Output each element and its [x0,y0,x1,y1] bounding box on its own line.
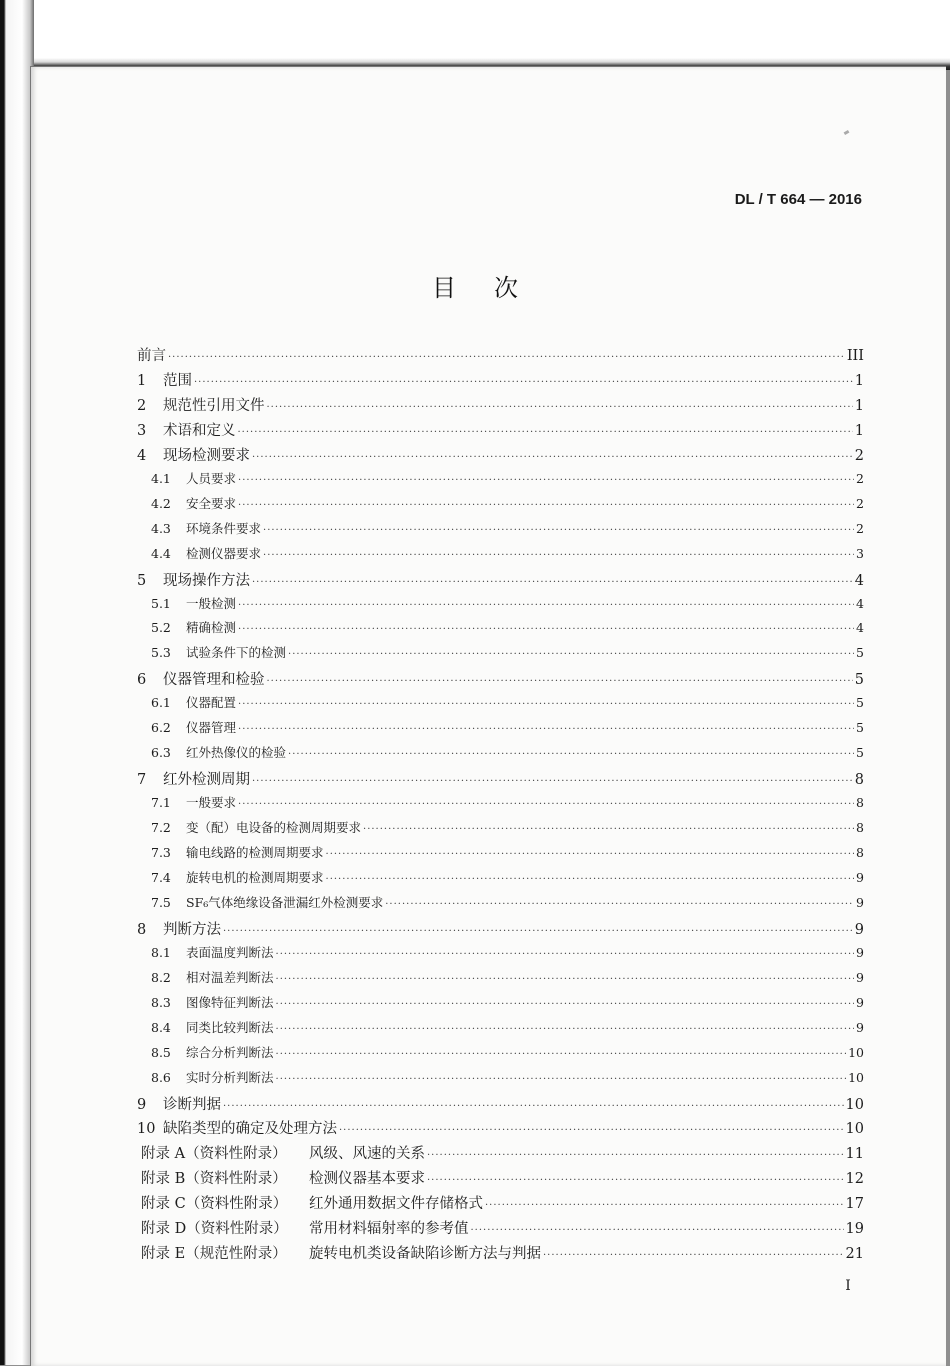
toc-entry-number: 6.1 [151,695,171,711]
toc-entry-number: 8 [137,921,147,938]
toc-leader-dots [326,874,855,885]
toc-leader-dots [276,1024,855,1035]
scanner-left-edge [0,0,34,1365]
toc-leader-dots [427,1175,844,1186]
toc-entry-title: 精确检测 [186,620,237,636]
toc-entry-title: 输电线路的检测周期要求 [186,845,324,860]
toc-entry-title: 前言 [137,348,166,364]
toc-entry-number: 8.1 [151,944,171,960]
toc-leader-dots [276,999,855,1010]
toc-entry[interactable] [151,1068,864,1086]
toc-entry[interactable] [137,394,864,415]
toc-entry-page: 9 [856,869,864,885]
toc-entry[interactable] [137,1093,864,1114]
toc-leader-dots [238,724,854,735]
toc-leader-dots [339,1125,844,1136]
toc-entry-title: 现场操作方法 [163,572,250,589]
toc-entry-number: 7.1 [151,795,171,811]
toc-entry-title: 仪器配置 [186,695,237,711]
toc-entry-page: 1 [854,397,864,414]
toc-entry-number: 6 [137,672,147,689]
toc-entry-title: 术语和定义 [163,422,236,439]
toc-entry[interactable] [151,643,864,661]
toc-entry-page: 5 [854,672,864,689]
toc-leader-dots [385,899,854,910]
toc-entry[interactable] [137,569,864,590]
toc-entry-page: 10 [848,1069,864,1085]
toc-entry-page: 2 [856,470,864,486]
toc-leader-dots [263,550,854,561]
toc-entry-title: 旋转电机类设备缺陷诊断方法与判据 [309,1246,541,1263]
toc-entry[interactable] [137,419,864,440]
toc-leader-dots [276,949,855,960]
toc-entry-title: 缺陷类型的确定及处理方法 [163,1121,337,1138]
toc-entry-title: 一般检测 [186,595,237,611]
toc-entry-title: 风级、风速的关系 [309,1146,425,1163]
toc-leader-dots [276,974,855,985]
toc-entry-number: 附录 C（资料性附录） [141,1196,288,1213]
toc-entry[interactable] [151,718,864,736]
toc-leader-dots [276,1049,847,1060]
toc-entry-page: 10 [845,1096,864,1113]
toc-entry-number: 5 [137,572,147,589]
toc-entry[interactable] [151,943,864,961]
toc-entry-title: 试验条件下的检测 [186,645,287,661]
toc-entry[interactable] [151,743,864,761]
toc-entry-number: 7.4 [151,869,171,885]
toc-entry[interactable] [141,1142,864,1163]
toc-entry[interactable] [151,594,864,612]
toc-entry-title: SF₆气体绝缘设备泄漏红外检测要求 [186,894,384,910]
toc-leader-dots [238,624,854,635]
toc-entry[interactable] [151,993,864,1011]
toc-leader-dots [238,500,854,511]
toc-entry-page: 1 [854,422,864,439]
toc-leader-dots [263,525,854,536]
toc-entry-title: 图像特征判断法 [186,994,274,1010]
toc-entry-page: 8 [856,820,864,836]
toc-entry-number: 8.5 [151,1044,171,1060]
toc-entry-number: 8.3 [151,994,171,1010]
toc-entry-page: 3 [856,545,864,561]
toc-leader-dots [252,776,853,787]
toc-entry-title: 一般要求 [186,795,237,811]
toc-entry-page: 8 [856,795,864,811]
toc-entry-number: 4 [137,447,147,464]
toc-entry-page: 5 [856,745,864,761]
toc-entry-title: 范围 [163,372,192,389]
toc-entry-page: 9 [856,1019,864,1035]
toc-entry-page: 21 [845,1246,864,1263]
toc-entry[interactable] [141,1242,864,1263]
toc-entry[interactable] [151,1043,864,1061]
toc-entry[interactable] [141,1192,864,1213]
toc-leader-dots [238,699,854,710]
toc-entry-page: 11 [845,1146,864,1163]
toc-entry-page: 4 [856,595,864,611]
toc-entry[interactable] [151,618,864,636]
toc-entry[interactable] [137,344,864,365]
toc-entry-page: 10 [845,1121,864,1138]
toc-entry[interactable] [137,1117,864,1138]
toc-entry-title: 常用材料辐射率的参考值 [309,1221,469,1238]
toc-entry-number: 7.3 [151,845,171,860]
toc-entry-title: 规范性引用文件 [163,397,265,414]
toc-entry-page: III [846,348,864,364]
toc-entry-number: 2 [137,397,147,414]
toc-entry-number: 8.4 [151,1019,171,1035]
toc-entry-title: 判断方法 [163,921,221,938]
toc-entry[interactable] [151,469,864,487]
toc-entry-page: 19 [845,1221,864,1238]
toc-entry-page: 5 [856,695,864,711]
toc-entry-number: 8.6 [151,1069,171,1085]
toc-entry-number: 5.3 [151,645,171,661]
scanner-top-edge [0,0,950,70]
toc-entry-title: 检测仪器要求 [186,545,262,561]
toc-entry[interactable] [141,1217,864,1238]
toc-entry-title: 安全要求 [186,495,237,511]
toc-entry[interactable] [137,444,864,465]
toc-leader-dots [252,577,853,588]
toc-leader-dots [288,649,854,660]
toc-entry-title: 同类比较判断法 [186,1019,274,1035]
toc-leader-dots [223,1101,844,1112]
toc-entry-page: 17 [845,1196,864,1213]
toc-entry[interactable] [137,668,864,689]
toc-entry-title: 表面温度判断法 [186,944,274,960]
toc-entry-title: 红外检测周期 [163,772,250,789]
toc-leader-dots [276,1074,847,1085]
standard-number: DL / T 664 — 2016 [734,191,862,208]
toc-entry-page: 9 [856,994,864,1010]
toc-entry-page: 2 [854,447,864,464]
toc-leader-dots [238,475,854,486]
toc-entry[interactable] [141,1167,864,1188]
toc-entry-number: 3 [137,422,147,439]
toc-leader-dots [238,799,854,810]
toc-entry[interactable] [151,519,864,537]
toc-entry[interactable] [137,369,864,390]
toc-entry-page: 9 [854,921,864,938]
toc-entry[interactable] [151,818,864,836]
toc-leader-dots [194,377,853,388]
toc-leader-dots [543,1250,844,1261]
page-title: 目次 [432,274,556,302]
toc-entry[interactable] [137,768,864,789]
toc-entry-title: 红外通用数据文件存储格式 [309,1196,483,1213]
toc-entry[interactable] [151,893,864,911]
toc-leader-dots [267,402,853,413]
toc-entry[interactable] [151,544,864,562]
toc-entry-number: 5.1 [151,595,171,611]
toc-entry-number: 7.5 [151,894,171,910]
toc-leader-dots [363,824,854,835]
toc-entry-number: 8.2 [151,969,171,985]
toc-entry-number: 附录 D（资料性附录） [141,1221,288,1238]
toc-entry-title: 旋转电机的检测周期要求 [186,869,324,885]
toc-entry-number: 7.2 [151,820,171,836]
toc-leader-dots [252,452,853,463]
toc-entry-title: 综合分析判断法 [186,1044,274,1060]
toc-entry-title: 环境条件要求 [186,520,262,536]
toc-entry-title: 检测仪器基本要求 [309,1171,425,1188]
toc-entry[interactable] [151,494,864,512]
toc-entry-page: 2 [856,520,864,536]
toc-entry-title: 仪器管理和检验 [163,672,265,689]
toc-leader-dots [168,352,845,363]
toc-entry-page: 9 [856,944,864,960]
toc-entry-page: 5 [856,645,864,661]
toc-entry-title: 现场检测要求 [163,447,250,464]
toc-leader-dots [267,676,853,687]
toc-entry-page: 4 [854,572,864,589]
toc-entry-page: 8 [854,772,864,789]
toc-entry-title: 实时分析判断法 [186,1069,274,1085]
toc-entry-page: 5 [856,720,864,736]
toc-entry-number: 1 [137,372,147,389]
toc-entry-page: 12 [845,1171,864,1188]
toc-entry-number: 4.1 [151,470,171,486]
toc-entry[interactable] [151,868,864,886]
toc-entry[interactable] [151,968,864,986]
toc-leader-dots [238,427,853,438]
toc-leader-dots [485,1200,844,1211]
toc-entry[interactable] [151,843,864,861]
toc-entry-number: 6.3 [151,745,171,761]
toc-entry-number: 9 [137,1096,147,1113]
toc-entry[interactable] [151,693,864,711]
toc-entry-number: 7 [137,772,147,789]
toc-entry-page: 1 [854,372,864,389]
toc-entry-page: 2 [856,495,864,511]
toc-entry-page: 9 [856,894,864,910]
toc-entry-number: 5.2 [151,620,171,636]
toc-entry-title: 诊断判据 [163,1096,221,1113]
toc-entry-number: 10 [137,1121,156,1138]
toc-entry[interactable] [151,793,864,811]
toc-entry-page: 9 [856,969,864,985]
toc-entry-title: 相对温差判断法 [186,969,274,985]
toc-entry-page: 10 [848,1044,864,1060]
toc-entry-title: 变（配）电设备的检测周期要求 [186,820,362,836]
toc-leader-dots [427,1150,844,1161]
toc-entry-page: 4 [856,620,864,636]
toc-entry-number: 附录 A（资料性附录） [141,1146,287,1163]
toc-entry-page: 8 [856,845,864,860]
toc-entry-title: 仪器管理 [186,720,237,736]
toc-entry-title: 人员要求 [186,470,237,486]
toc-entry-number: 附录 B（资料性附录） [141,1171,287,1188]
toc-entry-number: 4.2 [151,495,171,511]
toc-leader-dots [326,849,855,860]
page-number: I [845,1278,851,1294]
toc-entry-number: 附录 E（规范性附录） [141,1246,287,1263]
toc-leader-dots [223,926,853,937]
toc-leader-dots [471,1225,844,1236]
toc-leader-dots [288,749,854,760]
toc-entry[interactable] [137,918,864,939]
toc-entry-number: 4.4 [151,545,171,561]
toc-entry-number: 4.3 [151,520,171,536]
toc-entry-title: 红外热像仪的检验 [186,745,287,761]
toc-entry[interactable] [151,1018,864,1036]
toc-entry-number: 6.2 [151,720,171,736]
toc-leader-dots [238,600,854,611]
